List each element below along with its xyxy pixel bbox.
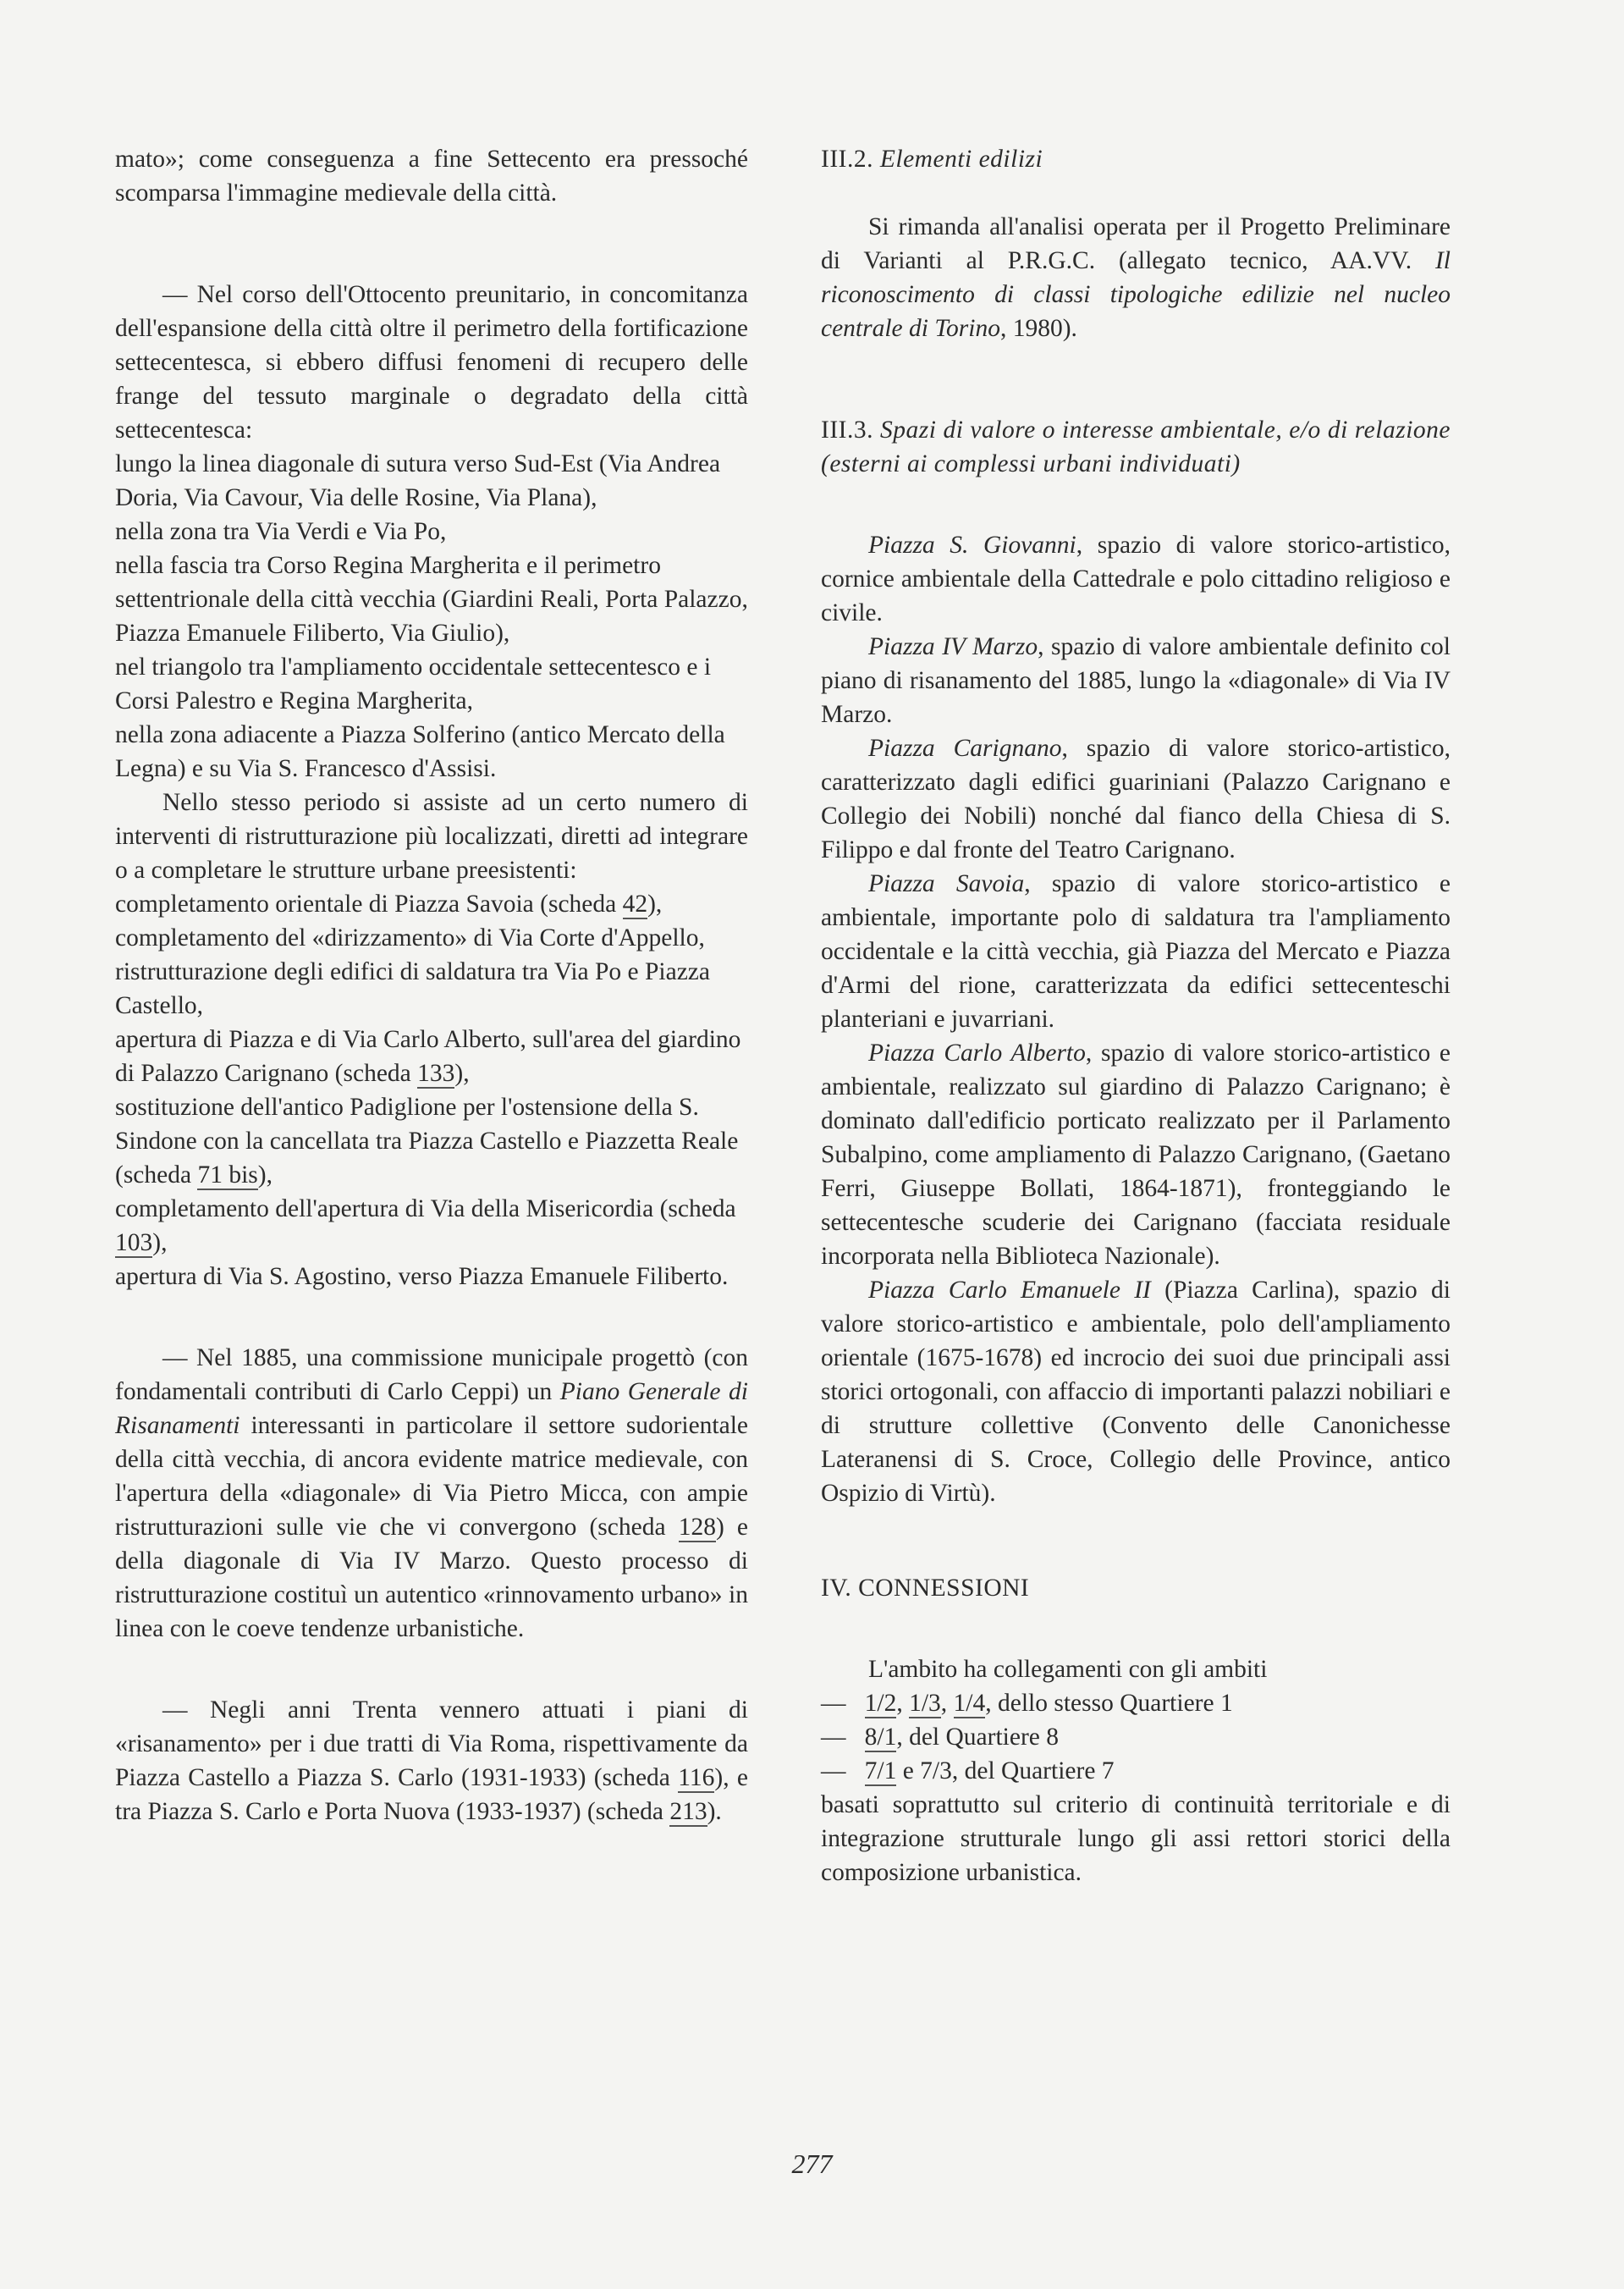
- piazza-entry: Piazza Carlo Emanuele II (Piazza Carlina), spazio di valore storico-artistico e ambientale, polo dell'ampliamento orientale (1675-1678) ed incrocio dei suoi due principali assi storici ortogonali, con affaccio di importanti palazzi nobiliari e di strutture collettive (Convento delle Canonichesse Lateranensi di S. Croce, Collegio delle Province, antico Ospizio di Virtù).: [821, 1277, 1451, 1507]
- scheda-ref: 42: [622, 891, 648, 918]
- list-interventi: [115, 887, 748, 1293]
- list-item: apertura di Via S. Agostino, verso Piazza Emanuele Filiberto.: [115, 1263, 729, 1290]
- ambito-ref: 7/1: [864, 1757, 897, 1784]
- section-heading-III-3: III.3. Spazi di valore o interesse ambientale, e/o di relazione (esterni ai complessi urbani individuati): [821, 416, 1451, 477]
- list-item: nella fascia tra Corso Regina Margherita e il perimetro settentrionale della città vecchia (Giardini Reali, Porta Palazzo, Piazza Emanuele Filiberto, Via Giulio),: [115, 552, 748, 647]
- scheda-ref: 213: [669, 1798, 707, 1825]
- connessioni-intro: L'ambito ha collegamenti con gli ambiti: [868, 1656, 1268, 1683]
- list-item: completamento orientale di Piazza Savoia (scheda 42),: [115, 891, 663, 918]
- paragraph-elementi-edilizi: Si rimanda all'analisi operata per il Progetto Preliminare di Varianti al P.R.G.C. (allegato tecnico, AA.VV. Il riconoscimento di classi tipologiche edilizie nel nucleo centrale di Torino, 1980).: [821, 213, 1451, 342]
- list-item: sostituzione dell'antico Padiglione per l'ostensione della S. Sindone con la cancellata tra Piazza Castello e Piazzetta Reale (scheda 71 bis),: [115, 1094, 739, 1189]
- ambito-ref: 1/2: [864, 1690, 897, 1717]
- scheda-ref: 103: [115, 1229, 153, 1256]
- ambito-ref: 1/4: [953, 1690, 986, 1717]
- list-item: lungo la linea diagonale di sutura verso Sud-Est (Via Andrea Doria, Via Cavour, Via delle Rosine, Via Plana),: [115, 450, 721, 511]
- paragraph-ottocento: — Nel corso dell'Ottocento preunitario, in concomitanza dell'espansione della città oltre il perimetro della fortificazione settecentesca, si ebbero diffusi fenomeni di recupero delle frange del tessuto marginale o degradato della città settecentesca:: [115, 281, 748, 444]
- paragraph-continuation: mato»; come conseguenza a fine Settecento era pressoché scomparsa l'immagine medievale della città.: [115, 146, 748, 207]
- piazza-entry: Piazza S. Giovanni, spazio di valore storico-artistico, cornice ambientale della Cattedrale e polo cittadino religioso e civile.: [821, 532, 1451, 626]
- paragraph-1885: — Nel 1885, una commissione municipale progettò (con fondamentali contributi di Carlo Ceppi) un Piano Generale di Risanamenti interessanti in particolare il settore sudorientale della città vecchia, di ancora evidente matrice medievale, con l'apertura della «diagonale» di Via Pietro Micca, con ampie ristrutturazioni sulle vie che vi convergono (scheda 128) e della diagonale di Via IV Marzo. Questo processo di ristrutturazione costituì un autentico «rinnovamento urbano» in linea con le coeve tendenze urbanistiche.: [115, 1344, 749, 1642]
- ambito-ref: 8/1: [864, 1724, 897, 1751]
- list-item: nel triangolo tra l'ampliamento occidentale settecentesco e i Corsi Palestro e Regina Margherita,: [115, 654, 712, 714]
- piazza-entry: Piazza IV Marzo, spazio di valore ambientale definito col piano di risanamento del 1885, lungo la «diagonale» di Via IV Marzo.: [821, 633, 1451, 728]
- piazza-entry: Piazza Carignano, spazio di valore storico-artistico, caratterizzato dagli edifici guariniani (Palazzo Carignano e Collegio dei Nobili) nonché dal fianco della Chiesa di S. Filippo e dal fronte del Teatro Carignano.: [821, 735, 1451, 863]
- paragraph-anni-trenta: — Negli anni Trenta vennero attuati i piani di «risanamento» per i due tratti di Via Roma, rispettivamente da Piazza Castello a Piazza S. Carlo (1931-1933) (scheda 116), e tra Piazza S. Carlo e Porta Nuova (1933-1937) (scheda 213).: [115, 1696, 748, 1825]
- list-item: completamento del «dirizzamento» di Via Corte d'Appello,: [115, 924, 705, 951]
- connessioni-outro: basati soprattutto sul criterio di continuità territoriale e di integrazione strutturale lungo gli assi rettori storici della composizione urbanistica.: [821, 1791, 1451, 1886]
- connessioni-list: [821, 1686, 1451, 1788]
- scheda-ref: 71 bis: [197, 1161, 258, 1189]
- list-item: — 8/1, del Quartiere 8: [821, 1724, 1059, 1751]
- piazza-entry: Piazza Savoia, spazio di valore storico-artistico e ambientale, importante polo di saldatura tra l'ampliamento occidentale e la città vecchia, già Piazza del Mercato e Piazza d'Armi del rione, caratterizzata da edifici settecenteschi planteriani e juvarriani.: [821, 870, 1451, 1033]
- paragraph-interventi: Nello stesso periodo si assiste ad un certo numero di interventi di ristrutturazione più localizzati, diretti ad integrare o a completare le strutture urbane preesistenti:: [115, 789, 748, 884]
- scheda-ref: 133: [417, 1060, 455, 1087]
- list-item: — 1/2, 1/3, 1/4, dello stesso Quartiere 1: [821, 1690, 1233, 1717]
- list-recupero: [115, 447, 748, 786]
- right-column: [821, 142, 1451, 1889]
- list-item: completamento dell'apertura di Via della Misericordia (scheda 103),: [115, 1195, 736, 1256]
- left-column: [115, 142, 748, 1828]
- page-number: 277: [791, 2148, 833, 2179]
- scheda-ref: 116: [678, 1764, 715, 1791]
- list-item: — 7/1 e 7/3, del Quartiere 7: [821, 1757, 1115, 1784]
- list-item: ristrutturazione degli edifici di saldatura tra Via Po e Piazza Castello,: [115, 958, 710, 1019]
- list-item: nella zona tra Via Verdi e Via Po,: [115, 518, 447, 545]
- piazza-entry: Piazza Carlo Alberto, spazio di valore storico-artistico e ambientale, realizzato sul giardino di Palazzo Carignano; è dominato dall'edificio porticato realizzato per il Parlamento Subalpino, come ampliamento di Palazzo Carignano, (Gaetano Ferri, Giuseppe Bollati, 1864-1871), fronteggiando le settecentesche scuderie dei Carignano (facciata residuale incorporata nella Biblioteca Nazionale).: [821, 1040, 1451, 1270]
- list-item: apertura di Piazza e di Via Carlo Alberto, sull'area del giardino di Palazzo Carignano (scheda 133),: [115, 1026, 741, 1087]
- scheda-ref: 128: [678, 1514, 716, 1541]
- list-item: nella zona adiacente a Piazza Solferino (antico Mercato della Legna) e su Via S. Francesco d'Assisi.: [115, 721, 725, 782]
- section-heading-IV: IV. CONNESSIONI: [821, 1575, 1030, 1602]
- section-heading-III-2: III.2. Elementi edilizi: [821, 146, 1043, 173]
- ambito-ref: 1/3: [909, 1690, 941, 1717]
